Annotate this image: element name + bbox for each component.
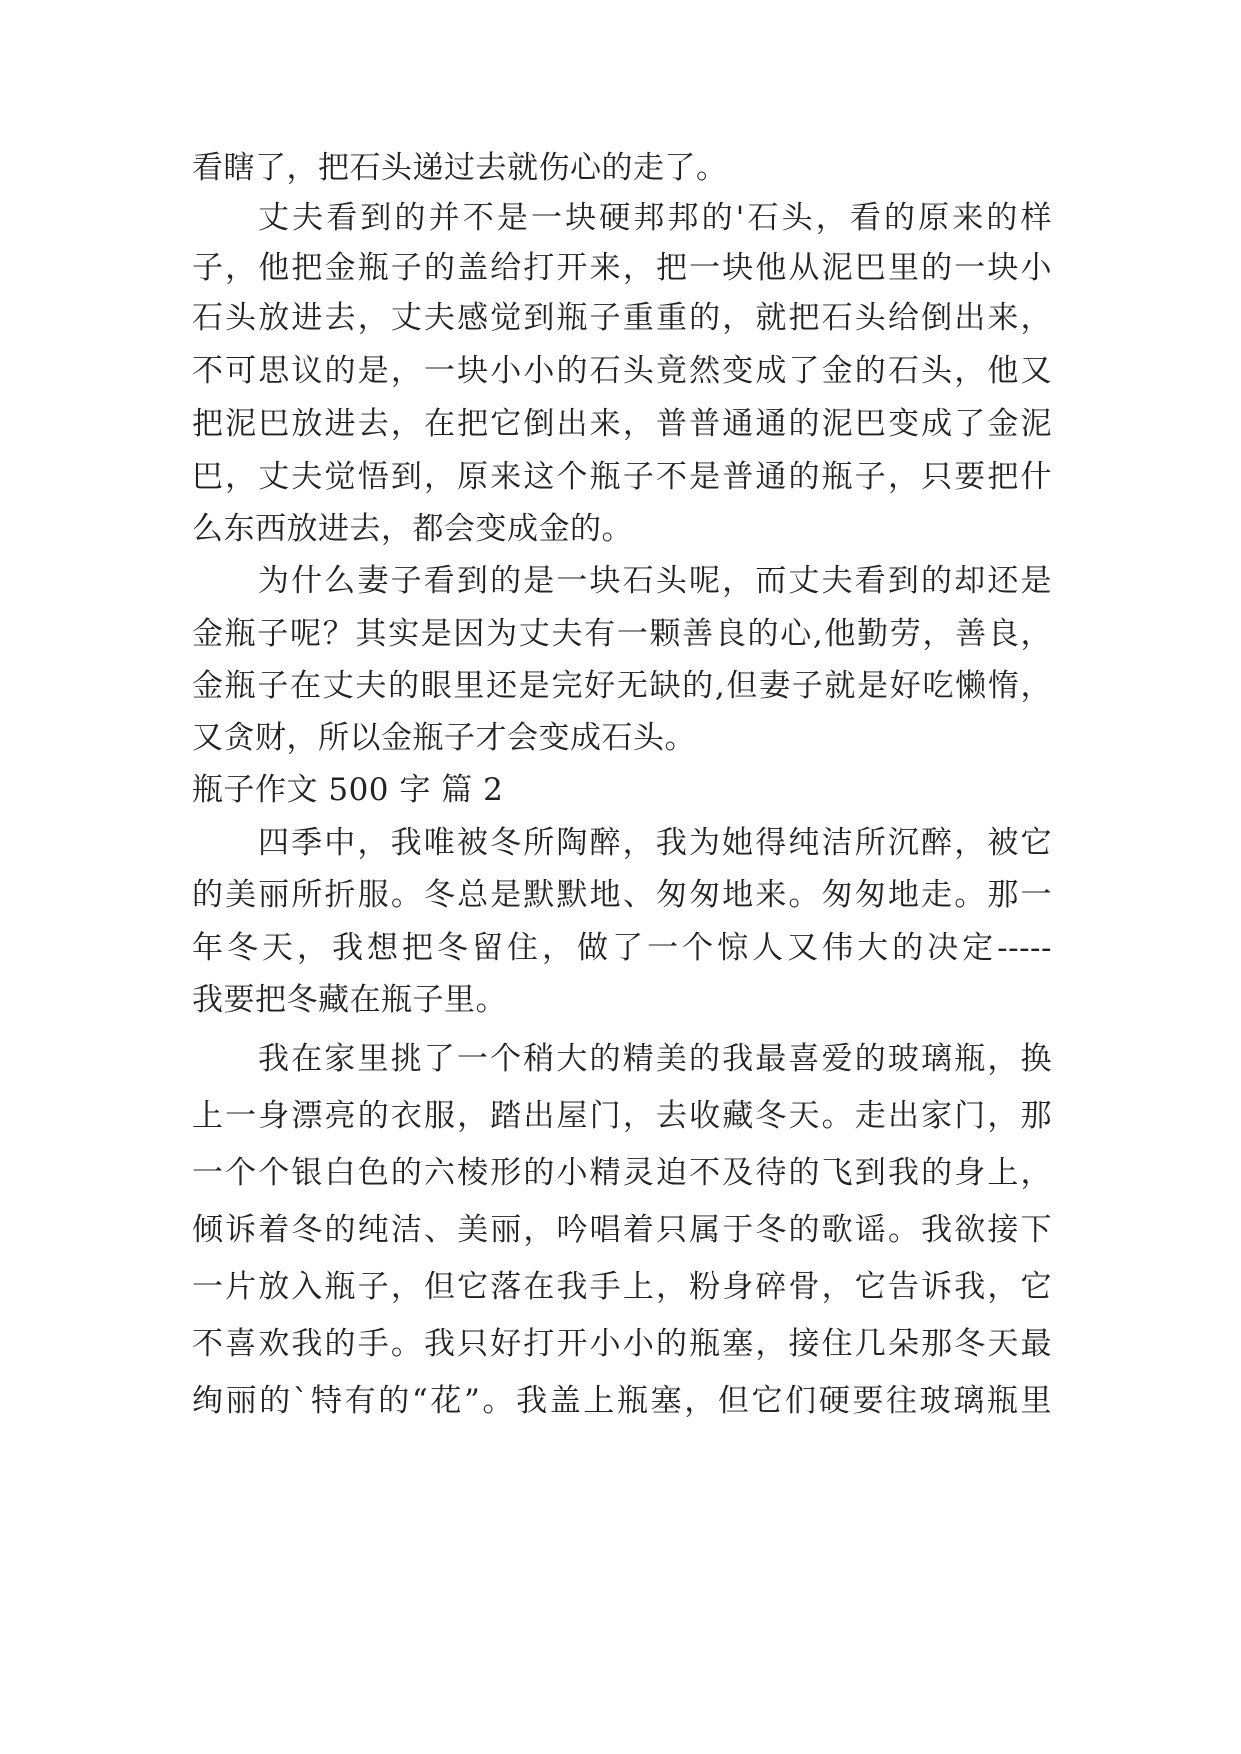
text-line: 我要把冬藏在瓶子里。 [192, 982, 507, 1018]
text-line: 不喜欢我的手。我只好打开小小的瓶塞，接住几朵那冬天最 [192, 1326, 1052, 1362]
text-line: 上一身漂亮的衣服，踏出屋门，去收藏冬天。走出家门，那 [192, 1098, 1052, 1134]
section-heading: 瓶子作文 500 字 篇 2 [192, 772, 504, 808]
text-line: 么东西放进去，都会变成金的。 [192, 511, 633, 547]
text-line: 子，他把金瓶子的盖给打开来，把一块他从泥巴里的一块小 [192, 250, 1052, 286]
text-line: 一片放入瓶子，但它落在我手上，粉身碎骨，它告诉我，它 [192, 1269, 1052, 1305]
text-line: 一个个银白色的六棱形的小精灵迫不及待的飞到我的身上， [192, 1155, 1052, 1191]
text-line: 把泥巴放进去，在把它倒出来，普普通通的泥巴变成了金泥 [192, 406, 1052, 442]
paragraph-first-line: 为什么妻子看到的是一块石头呢，而丈夫看到的却还是 [258, 563, 1052, 599]
text-line: 倾诉着冬的纯洁、美丽，吟唱着只属于冬的歌谣。我欲接下 [192, 1212, 1052, 1248]
text-line: 看瞎了，把石头递过去就伤心的走了。 [192, 150, 728, 186]
text-line: 又贪财，所以金瓶子才会变成石头。 [192, 720, 696, 756]
text-line: 金瓶子呢？其实是因为丈夫有一颗善良的心,他勤劳，善良， [192, 616, 1052, 652]
text-line: 不可思议的是，一块小小的石头竟然变成了金的石头，他又 [192, 353, 1052, 389]
text-line: 绚丽的`特有的“花”。我盖上瓶塞，但它们硬要往玻璃瓶里 [192, 1383, 1052, 1419]
text-line: 石头放进去，丈夫感觉到瓶子重重的，就把石头给倒出来， [192, 300, 1052, 336]
text-line: 年冬天，我想把冬留住，做了一个惊人又伟大的决定----- [192, 930, 1052, 966]
text-line: 巴，丈夫觉悟到，原来这个瓶子不是普通的瓶子，只要把什 [192, 459, 1052, 495]
paragraph-first-line: 我在家里挑了一个稍大的精美的我最喜爱的玻璃瓶，换 [258, 1041, 1052, 1077]
text-line: 的美丽所折服。冬总是默默地、匆匆地来。匆匆地走。那一 [192, 877, 1052, 913]
text-line: 金瓶子在丈夫的眼里还是完好无缺的,但妻子就是好吃懒惰， [192, 668, 1052, 704]
paragraph-first-line: 四季中，我唯被冬所陶醉，我为她得纯洁所沉醉，被它 [258, 825, 1052, 861]
paragraph-first-line: 丈夫看到的并不是一块硬邦邦的'石头，看的原来的样 [258, 200, 1052, 236]
